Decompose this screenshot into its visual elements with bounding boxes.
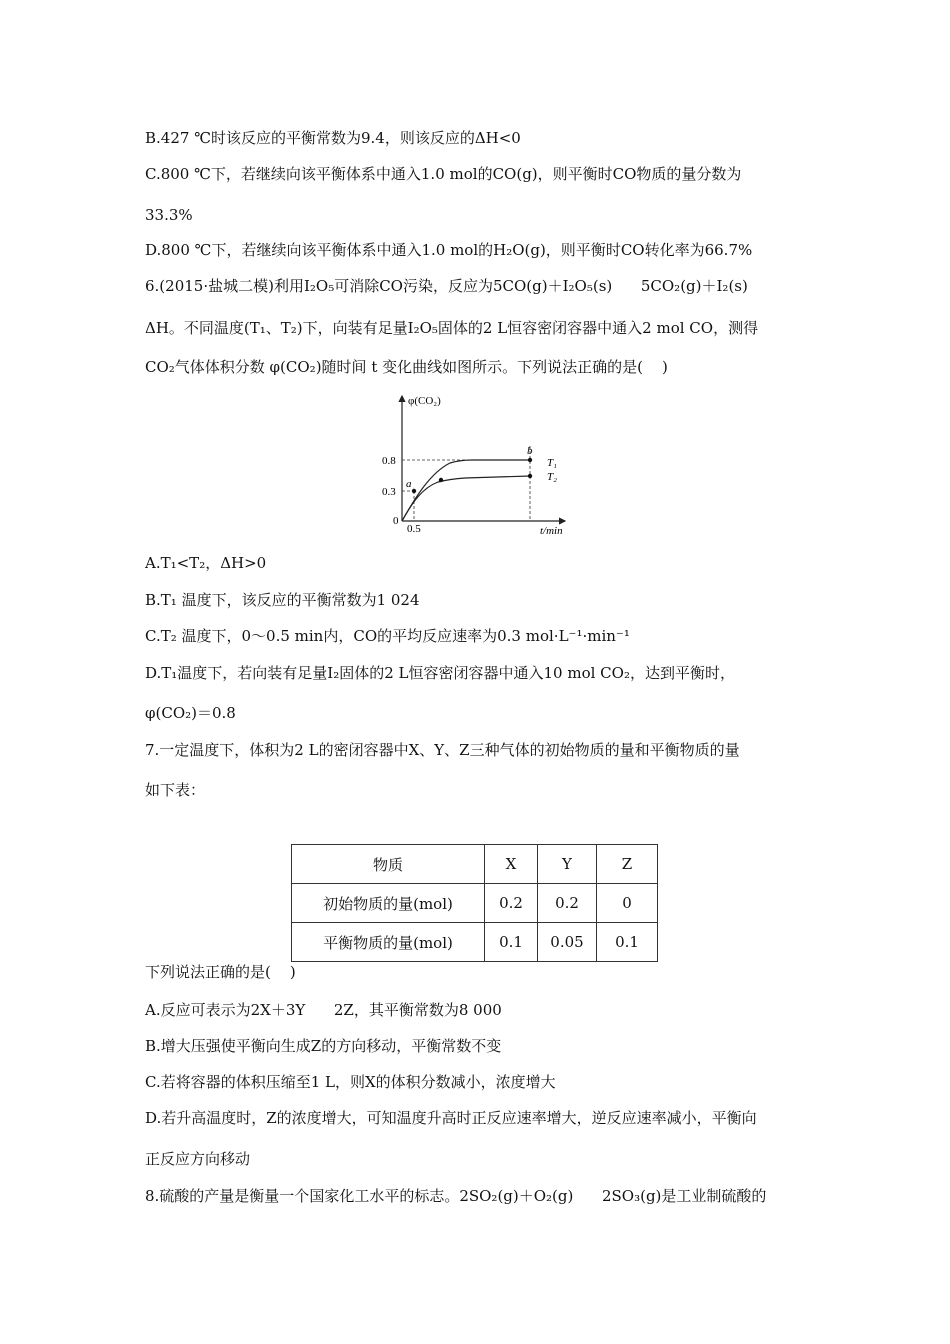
table-cell: 0.1	[485, 923, 538, 962]
curve-t2	[402, 476, 530, 521]
text-line: D.800 ℃下，若继续向该平衡体系中通入1.0 mol的H₂O(g)，则平衡时CO转化率为66.7%	[145, 241, 753, 259]
y-axis-label: φ(CO₂)	[408, 395, 441, 407]
text-line: 如下表：	[145, 781, 206, 799]
question-7-stem: 7.一定温度下，体积为2 L的密闭容器中X、Y、Z三种气体的初始物质的量和平衡物质的量	[145, 741, 740, 759]
text-line: C.800 ℃下，若继续向该平衡体系中通入1.0 mol的CO(g)，则平衡时CO物质的量分数为	[145, 165, 742, 183]
text-line: 下列说法正确的是( )	[145, 963, 296, 981]
y-tick-label: 0.8	[382, 455, 396, 467]
text-line: 正反应方向移动	[145, 1150, 251, 1168]
option-a6: A.T₁<T₂，ΔH>0	[145, 554, 267, 572]
text-line: B.427 ℃时该反应的平衡常数为9.4，则该反应的ΔH<0	[145, 129, 521, 147]
x-tick-label: 0.5	[407, 523, 421, 535]
table-cell: 初始物质的量(mol)	[292, 884, 485, 923]
curve-t1	[402, 460, 530, 521]
table-header: Z	[597, 845, 658, 884]
question-8-stem: 8.硫酸的产量是衡量一个国家化工水平的标志。2SO₂(g)＋O₂(g) 2SO₃(g)是工业制硫酸的	[145, 1187, 767, 1205]
table-header-row	[292, 845, 658, 884]
option-b7: B.增大压强使平衡向生成Z的方向移动，平衡常数不变	[145, 1037, 502, 1055]
table-header: 物质	[292, 845, 485, 884]
y-tick-label: 0.3	[382, 486, 396, 498]
x-axis-label: t/min	[540, 525, 563, 537]
point-b	[528, 458, 532, 462]
point-a	[412, 489, 416, 493]
text-line: 33.3%	[145, 206, 193, 224]
option-a7: A.反应可表示为2X＋3Y 2Z，其平衡常数为8 000	[145, 1001, 502, 1019]
table-header: X	[485, 845, 538, 884]
origin-label: 0	[393, 515, 399, 527]
text-line: CO₂气体体积分数 φ(CO₂)随时间 t 变化曲线如图所示。下列说法正确的是( )	[145, 358, 668, 376]
series-label-t2: T₂	[547, 471, 557, 483]
point-label-a: a	[406, 478, 412, 490]
co2-fraction-chart	[360, 388, 580, 538]
option-c6: C.T₂ 温度下，0～0.5 min内，CO的平均反应速率为0.3 mol·L⁻¹·min⁻¹	[145, 627, 630, 645]
table-cell: 平衡物质的量(mol)	[292, 923, 485, 962]
option-d6: D.T₁温度下，若向装有足量I₂固体的2 L恒容密闭容器中通入10 mol CO₂，达到平衡时，	[145, 664, 735, 682]
intersection-point	[439, 478, 443, 482]
table-header: Y	[538, 845, 597, 884]
option-d7: D.若升高温度时，Z的浓度增大，可知温度升高时正反应速率增大，逆反应速率减小，平衡向	[145, 1109, 757, 1127]
text-line: ΔH。不同温度(T₁、T₂)下，向装有足量I₂O₅固体的2 L恒容密闭容器中通入2 mol CO，测得	[145, 319, 759, 337]
table-row	[292, 884, 658, 923]
table-cell: 0.2	[485, 884, 538, 923]
point-label-b: b	[527, 445, 533, 457]
option-b6: B.T₁ 温度下，该反应的平衡常数为1 024	[145, 591, 420, 609]
series-label-t1: T₁	[547, 457, 557, 469]
table-cell: 0.2	[538, 884, 597, 923]
table-cell: 0	[597, 884, 658, 923]
substance-table	[291, 844, 658, 962]
text-line: φ(CO₂)＝0.8	[145, 704, 236, 722]
table-row	[292, 923, 658, 962]
option-c7: C.若将容器的体积压缩至1 L，则X的体积分数减小，浓度增大	[145, 1073, 556, 1091]
table-cell: 0.1	[597, 923, 658, 962]
table-cell: 0.05	[538, 923, 597, 962]
point-t2	[528, 474, 532, 478]
question-6-stem: 6.(2015·盐城二模)利用I₂O₅可消除CO污染，反应为5CO(g)＋I₂O₅(s) 5CO₂(g)＋I₂(s)	[145, 277, 748, 295]
